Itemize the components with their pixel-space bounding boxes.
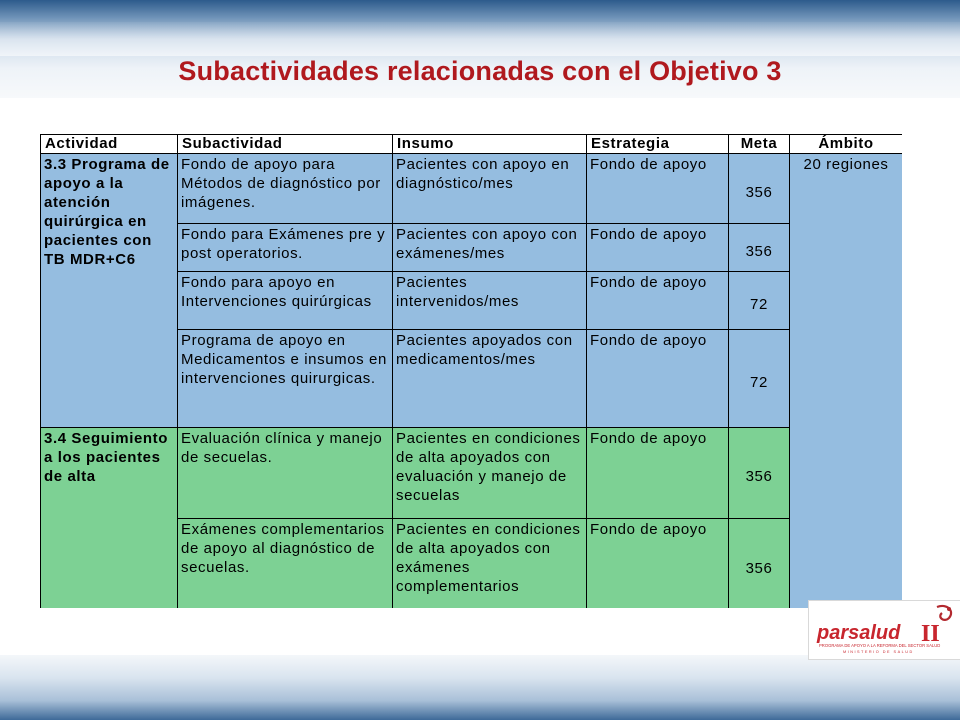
subactividad-cell: Exámenes complementarios de apoyo al diagnóstico de secuelas. bbox=[178, 519, 393, 609]
insumo-text: Pacientes en condiciones de alta apoyados con evaluación y manejo de secuelas bbox=[396, 430, 581, 504]
insumo-cell bbox=[393, 519, 587, 609]
svg-text:MINISTERIO DE SALUD: MINISTERIO DE SALUD bbox=[843, 650, 914, 654]
table-row bbox=[41, 154, 903, 224]
subactividad-cell: Fondo para Exámenes pre y post operatorios. bbox=[178, 224, 393, 272]
insumo-cell bbox=[393, 428, 587, 519]
meta-cell: 356 bbox=[729, 224, 790, 272]
subactividad-cell bbox=[178, 272, 393, 330]
subactividad-text: Fondo para apoyo en Intervenciones quirúrgicas bbox=[181, 274, 372, 310]
meta-cell: 72 bbox=[729, 272, 790, 330]
header-meta: Meta bbox=[729, 135, 790, 154]
parsalud-logo bbox=[808, 600, 960, 660]
estrategia-cell: Fondo de apoyo bbox=[587, 154, 729, 224]
header-insumo: Insumo bbox=[393, 135, 587, 154]
estrategia-cell: Fondo de apoyo bbox=[587, 428, 729, 519]
actividad-cell: 3.4 Seguimiento a los pacientes de alta bbox=[41, 428, 178, 609]
meta-cell: 72 bbox=[729, 330, 790, 428]
meta-cell: 356 bbox=[729, 154, 790, 224]
footer-band bbox=[0, 655, 960, 720]
estrategia-cell: Fondo de apoyo bbox=[587, 330, 729, 428]
insumo-cell: Pacientes con apoyo con exámenes/mes bbox=[393, 224, 587, 272]
header-actividad: Actividad bbox=[41, 135, 178, 154]
estrategia-cell: Fondo de apoyo bbox=[587, 519, 729, 609]
insumo-cell: Pacientes apoyados con medicamentos/mes bbox=[393, 330, 587, 428]
subactividad-cell: Evaluación clínica y manejo de secuelas. bbox=[178, 428, 393, 519]
header-sheen bbox=[0, 22, 960, 56]
meta-cell: 356 bbox=[729, 519, 790, 609]
insumo-text: Pacientes en condiciones de alta apoyados con exámenes complementarios bbox=[396, 521, 581, 595]
subactividades-table bbox=[40, 134, 902, 608]
header-estrategia: Estrategia bbox=[587, 135, 729, 154]
table-row bbox=[41, 428, 903, 519]
svg-text:parsalud: parsalud bbox=[817, 622, 901, 644]
svg-text:PROGRAMA DE APOYO A LA REFORMA: PROGRAMA DE APOYO A LA REFORMA DEL SECTOR SALUD bbox=[819, 643, 941, 648]
subactividad-cell: Fondo de apoyo para Métodos de diagnóstico por imágenes. bbox=[178, 154, 393, 224]
svg-text:II: II bbox=[921, 621, 940, 647]
insumo-cell: Pacientes intervenidos/mes bbox=[393, 272, 587, 330]
insumo-cell: Pacientes con apoyo en diagnóstico/mes bbox=[393, 154, 587, 224]
meta-cell: 356 bbox=[729, 428, 790, 519]
slide-title: Subactividades relacionadas con el Objetivo 3 bbox=[178, 56, 782, 86]
subactividad-cell: Programa de apoyo en Medicamentos e insumos en intervenciones quirurgicas. bbox=[178, 330, 393, 428]
actividad-cell: 3.3 Programa de apoyo a la atención quirúrgica en pacientes con TB MDR+C6 bbox=[41, 154, 178, 428]
estrategia-cell: Fondo de apoyo bbox=[587, 224, 729, 272]
ambito-cell: 20 regiones bbox=[790, 154, 903, 609]
estrategia-cell: Fondo de apoyo bbox=[587, 272, 729, 330]
parsalud-logo-mark bbox=[809, 601, 960, 659]
header-subactividad: Subactividad bbox=[178, 135, 393, 154]
table-header-row bbox=[41, 135, 903, 154]
header-ambito: Ámbito bbox=[790, 135, 903, 154]
